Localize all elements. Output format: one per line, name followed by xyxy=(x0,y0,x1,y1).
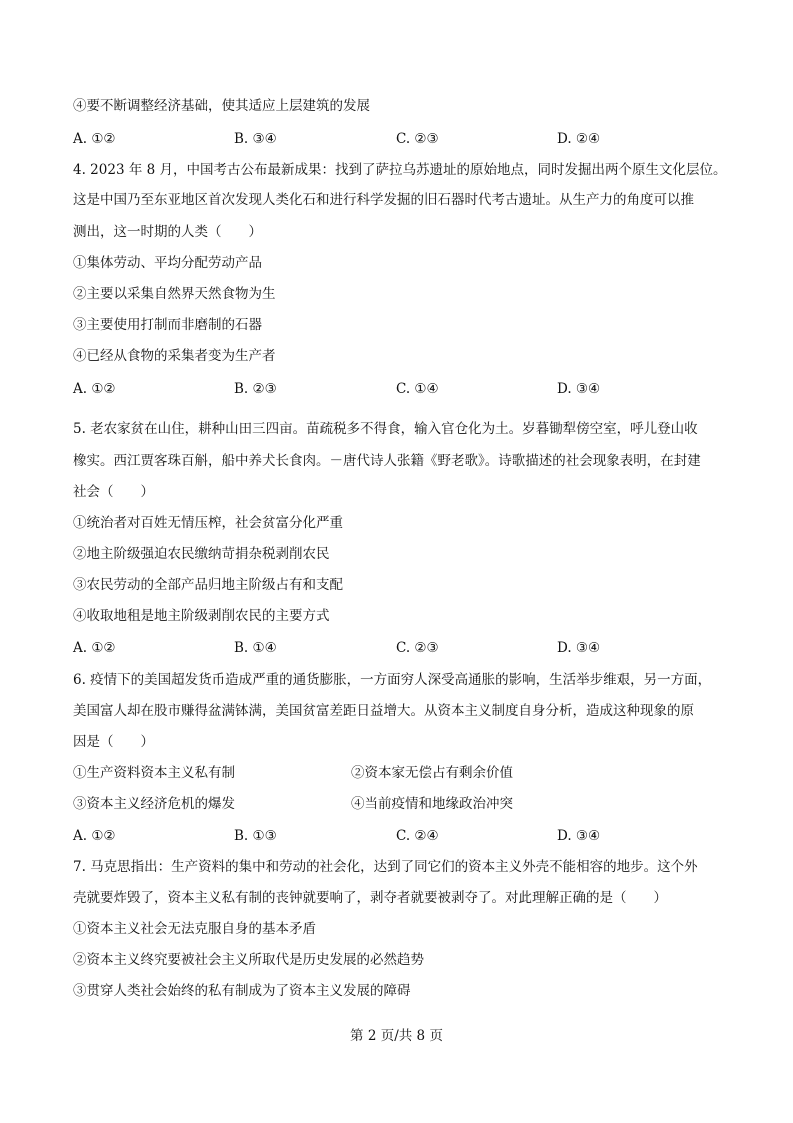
q4-item-2: ②主要以采集自然界天然食物为生 xyxy=(73,286,276,302)
q3-item-4: ④要不断调整经济基础，使其适应上层建筑的发展 xyxy=(73,98,370,114)
q5-item-1: ①统治者对百姓无情压榨，社会贫富分化严重 xyxy=(73,515,343,531)
q7-stem-line-2: 壳就要炸毁了，资本主义私有制的丧钟就要响了，剥夺者就要被剥夺了。对此理解正确的是（ ） xyxy=(73,890,667,906)
q6-stem-line-2: 美国富人却在股市赚得盆满钵满，美国贫富差距日益增大。从资本主义制度自身分析，造成这种现象的原 xyxy=(73,703,694,719)
q7-item-2: ②资本主义终究要被社会主义所取代是历史发展的必然趋势 xyxy=(73,952,424,968)
q6-option-b: B. ①③ xyxy=(234,828,277,844)
q4-stem-line-2: 这是中国乃至东亚地区首次发现人类化石和进行科学发掘的旧石器时代考古遗址。从生产力的角度可以推 xyxy=(73,192,694,208)
q7-item-1: ①资本主义社会无法克服自身的基本矛盾 xyxy=(73,921,316,937)
q3-option-b: B. ③④ xyxy=(234,131,277,147)
q4-option-c: C. ①④ xyxy=(396,381,439,397)
q5-item-3: ③农民劳动的全部产品归地主阶级占有和支配 xyxy=(73,577,343,593)
q6-item-3: ③资本主义经济危机的爆发 xyxy=(73,796,235,812)
q3-option-d: D. ②④ xyxy=(557,131,601,147)
q6-stem-line-1: 6. 疫情下的美国超发货币造成严重的通货膨胀，一方面穷人深受高通胀的影响，生活举步维艰，另一方面， xyxy=(73,672,712,688)
q4-item-4: ④已经从食物的采集者变为生产者 xyxy=(73,348,276,364)
page-number-footer: 第 2 页/共 8 页 xyxy=(350,1028,443,1044)
q7-item-3: ③贯穿人类社会始终的私有制成为了资本主义发展的障碍 xyxy=(73,983,411,999)
q6-item-1: ①生产资料资本主义私有制 xyxy=(73,765,235,781)
q5-option-b: B. ①④ xyxy=(234,640,277,656)
q7-stem-line-1: 7. 马克思指出：生产资料的集中和劳动的社会化，达到了同它们的资本主义外壳不能相容的地步。这个外 xyxy=(73,859,698,875)
q6-item-2: ②资本家无偿占有剩余价值 xyxy=(351,765,513,781)
q5-stem-line-3: 社会（ ） xyxy=(73,484,154,500)
q5-option-c: C. ②③ xyxy=(396,640,439,656)
q3-option-a: A. ①② xyxy=(73,131,116,147)
q6-option-a: A. ①② xyxy=(73,828,116,844)
q4-option-b: B. ②③ xyxy=(234,381,277,397)
q5-stem-line-1: 5. 老农家贫在山住，耕种山田三四亩。苗疏税多不得食，输入官仓化为土。岁暮锄犁傍空室，呼儿登山收 xyxy=(73,421,698,437)
q4-item-1: ①集体劳动、平均分配劳动产品 xyxy=(73,255,262,271)
q5-item-2: ②地主阶级强迫农民缴纳苛捐杂税剥削农民 xyxy=(73,546,330,562)
q4-option-d: D. ③④ xyxy=(557,381,601,397)
q5-option-d: D. ③④ xyxy=(557,640,601,656)
q6-item-4: ④当前疫情和地缘政治冲突 xyxy=(351,796,513,812)
q6-option-c: C. ②④ xyxy=(396,828,439,844)
q6-option-d: D. ③④ xyxy=(557,828,601,844)
q4-item-3: ③主要使用打制而非磨制的石器 xyxy=(73,317,262,333)
q5-stem-line-2: 橡实。西江贾客珠百斛，船中养犬长食肉。－唐代诗人张籍《野老歌》。诗歌描述的社会现象表明，在封建 xyxy=(73,453,701,469)
q4-stem-line-3: 测出，这一时期的人类（ ） xyxy=(73,224,262,240)
q4-option-a: A. ①② xyxy=(73,381,116,397)
q5-option-a: A. ①② xyxy=(73,640,116,656)
q4-stem-line-1: 4. 2023 年 8 月，中国考古公布最新成果：找到了萨拉乌苏遗址的原始地点，同时发掘出两个原生文化层位。 xyxy=(73,162,727,178)
q6-stem-line-3: 因是（ ） xyxy=(73,734,154,750)
q3-option-c: C. ②③ xyxy=(396,131,439,147)
q5-item-4: ④收取地租是地主阶级剥削农民的主要方式 xyxy=(73,608,330,624)
